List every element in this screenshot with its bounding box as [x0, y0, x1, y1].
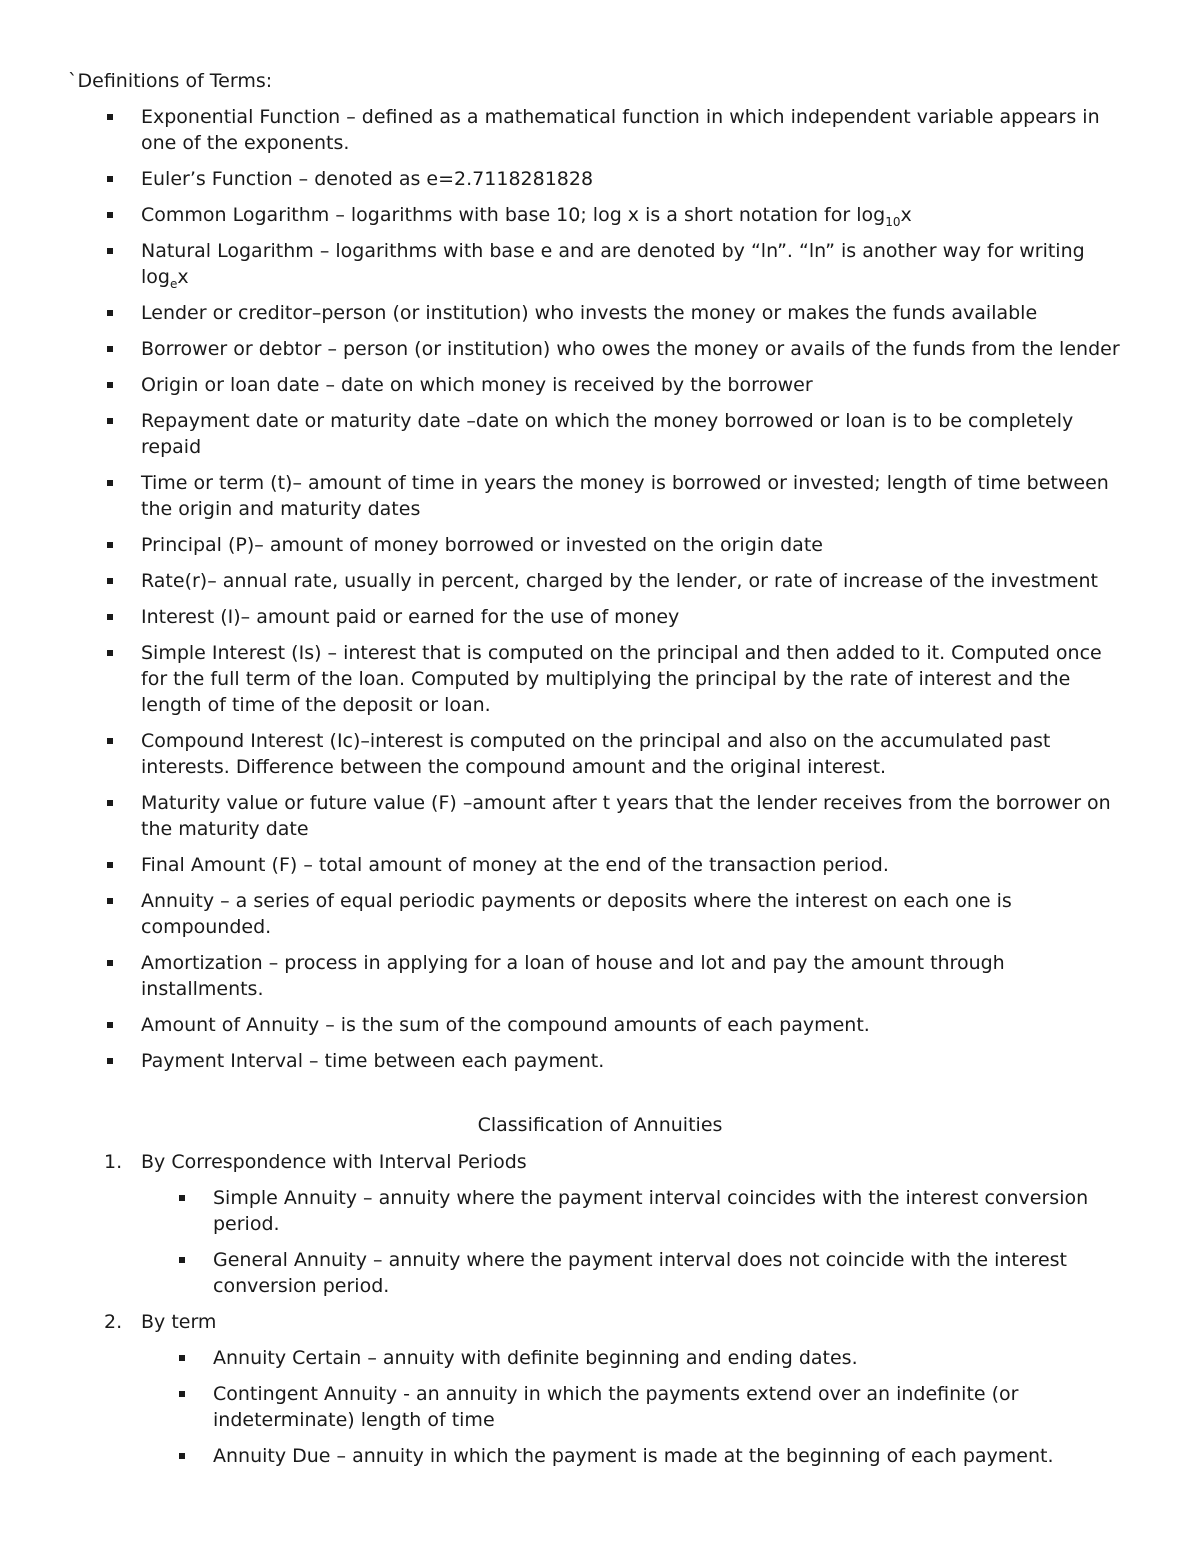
square-bullet-icon	[107, 480, 113, 486]
definition-text: Borrower or debtor – person (or institution) who owes the money or avails of the funds from the lender	[141, 338, 1120, 360]
list-item	[0, 408, 1200, 460]
definition-text: Maturity value or future value (F) –amount after t years that the lender receives from the borrower on the maturity date	[141, 792, 1111, 840]
list-item	[141, 1345, 1132, 1371]
definition-text: Euler’s Function – denoted as e=2.7118281828	[141, 168, 594, 190]
list-number: 2.	[104, 1311, 123, 1333]
list-item	[0, 1012, 1200, 1038]
definition-text: Natural Logarithm – logarithms with base e and are denoted by “ln”. “ln” is another way for writing log	[141, 240, 1085, 288]
subitem-text: Annuity Due – annuity in which the payment is made at the beginning of each payment.	[213, 1445, 1054, 1467]
definition-text: Origin or loan date – date on which money is received by the borrower	[141, 374, 813, 396]
square-bullet-icon	[107, 800, 113, 806]
list-item	[0, 202, 1200, 228]
square-bullet-icon	[107, 212, 113, 218]
square-bullet-icon	[107, 1022, 113, 1028]
square-bullet-icon	[107, 614, 113, 620]
definition-text-tail: x	[177, 266, 189, 288]
square-bullet-icon	[179, 1195, 185, 1201]
square-bullet-icon	[107, 650, 113, 656]
definition-text: Simple Interest (Is) – interest that is computed on the principal and then added to it. Computed once for the full term of the loan. Computed by multiplying the principal by the rate of interest and the length of time of the deposit or loan.	[141, 642, 1102, 716]
classification-list	[0, 1149, 1200, 1479]
subitem-text: General Annuity – annuity where the payment interval does not coincide with the interest conversion period.	[213, 1249, 1067, 1297]
square-bullet-icon	[107, 114, 113, 120]
definitions-heading: `Definitions of Terms:	[68, 70, 273, 92]
subitem-text: Annuity Certain – annuity with definite beginning and ending dates.	[213, 1347, 858, 1369]
log-base-subscript: 10	[885, 214, 901, 229]
classification-sublist	[141, 1185, 1132, 1299]
definition-text: Principal (P)– amount of money borrowed or invested on the origin date	[141, 534, 823, 556]
list-item	[0, 470, 1200, 522]
definition-text: Annuity – a series of equal periodic payments or deposits where the interest on each one is compounded.	[141, 890, 1012, 938]
list-item	[0, 728, 1200, 780]
definitions-list	[0, 104, 1200, 1084]
definition-text: Lender or creditor–person (or institution) who invests the money or makes the funds available	[141, 302, 1038, 324]
square-bullet-icon	[107, 542, 113, 548]
classification-group-title: By Correspondence with Interval Periods	[141, 1151, 527, 1173]
definition-text: Compound Interest (Ic)–interest is computed on the principal and also on the accumulated past interests. Difference between the compound amount and the original interest.	[141, 730, 1051, 778]
square-bullet-icon	[107, 862, 113, 868]
classification-title: Classification of Annuities	[477, 1114, 723, 1136]
classification-group	[0, 1309, 1200, 1469]
list-item	[0, 640, 1200, 718]
square-bullet-icon	[107, 310, 113, 316]
list-item	[0, 104, 1200, 156]
list-item	[141, 1185, 1132, 1237]
square-bullet-icon	[179, 1453, 185, 1459]
list-item	[0, 372, 1200, 398]
square-bullet-icon	[107, 578, 113, 584]
square-bullet-icon	[107, 418, 113, 424]
classification-group-title: By term	[141, 1311, 217, 1333]
square-bullet-icon	[107, 382, 113, 388]
square-bullet-icon	[107, 248, 113, 254]
subitem-text: Contingent Annuity - an annuity in which the payments extend over an indefinite (or indeterminate) length of time	[213, 1383, 1019, 1431]
square-bullet-icon	[179, 1355, 185, 1361]
square-bullet-icon	[107, 1058, 113, 1064]
definition-text: Time or term (t)– amount of time in years the money is borrowed or invested; length of time between the origin and maturity dates	[141, 472, 1109, 520]
list-item	[0, 950, 1200, 1002]
definition-text: Common Logarithm – logarithms with base 10; log x is a short notation for log	[141, 204, 886, 226]
square-bullet-icon	[107, 960, 113, 966]
classification-sublist	[141, 1345, 1132, 1469]
square-bullet-icon	[107, 346, 113, 352]
definition-text: Amount of Annuity – is the sum of the compound amounts of each payment.	[141, 1014, 870, 1036]
subitem-text: Simple Annuity – annuity where the payment interval coincides with the interest conversion period.	[213, 1187, 1089, 1235]
list-item	[141, 1247, 1132, 1299]
square-bullet-icon	[107, 176, 113, 182]
list-item	[0, 1048, 1200, 1074]
list-item	[0, 238, 1200, 290]
definition-text-tail: x	[900, 204, 912, 226]
list-item	[0, 568, 1200, 594]
square-bullet-icon	[107, 738, 113, 744]
classification-group	[0, 1149, 1200, 1299]
definition-text: Exponential Function – defined as a mathematical function in which independent variable appears in one of the exponents.	[141, 106, 1100, 154]
definition-text: Amortization – process in applying for a loan of house and lot and pay the amount through installments.	[141, 952, 1005, 1000]
list-item	[0, 604, 1200, 630]
log-base-subscript: e	[169, 276, 178, 291]
list-item	[141, 1381, 1132, 1433]
definition-text: Final Amount (F) – total amount of money at the end of the transaction period.	[141, 854, 889, 876]
list-item	[0, 852, 1200, 878]
list-number: 1.	[104, 1151, 123, 1173]
list-item	[0, 790, 1200, 842]
list-item	[0, 888, 1200, 940]
list-item	[0, 532, 1200, 558]
definition-text: Interest (I)– amount paid or earned for the use of money	[141, 606, 680, 628]
definition-text: Repayment date or maturity date –date on which the money borrowed or loan is to be completely repaid	[141, 410, 1074, 458]
square-bullet-icon	[107, 898, 113, 904]
list-item	[0, 300, 1200, 326]
list-item	[0, 336, 1200, 362]
list-item	[0, 166, 1200, 192]
list-item	[141, 1443, 1132, 1469]
square-bullet-icon	[179, 1257, 185, 1263]
definition-text: Payment Interval – time between each payment.	[141, 1050, 605, 1072]
square-bullet-icon	[179, 1391, 185, 1397]
definition-text: Rate(r)– annual rate, usually in percent, charged by the lender, or rate of increase of the investment	[141, 570, 1098, 592]
